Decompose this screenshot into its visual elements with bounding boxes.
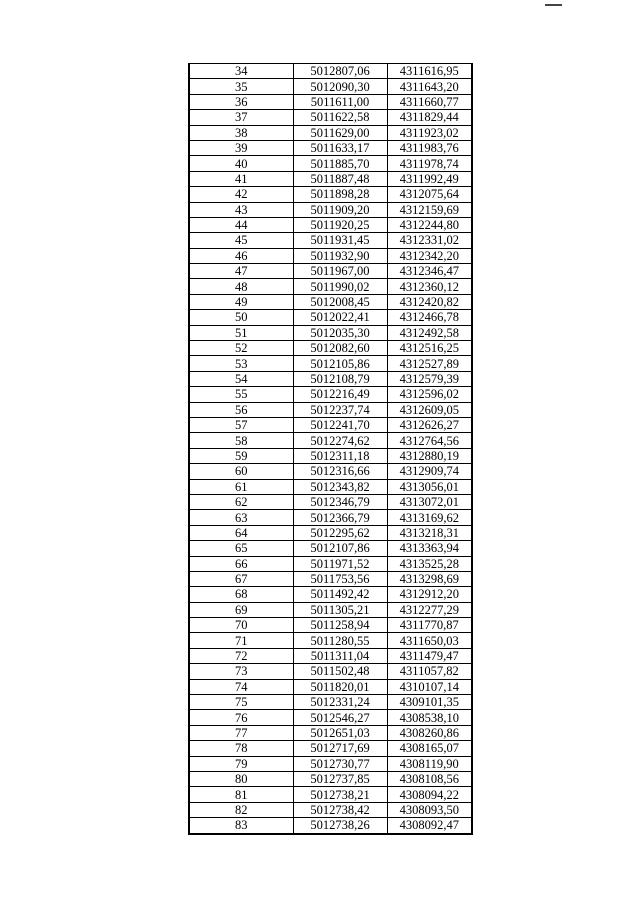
y-coordinate-cell: 4308094,22 [387,787,472,802]
table-row [189,756,472,771]
y-coordinate-cell: 4312075,64 [387,187,472,202]
y-coordinate-cell: 4308108,56 [387,771,472,786]
point-number-cell: 54 [189,371,293,386]
x-coordinate-cell: 5011492,42 [293,587,387,602]
x-coordinate-cell: 5011280,55 [293,633,387,648]
y-coordinate-cell: 4311770,87 [387,618,472,633]
y-coordinate-cell: 4311829,44 [387,110,472,125]
point-number-cell: 64 [189,525,293,540]
y-coordinate-cell: 4313056,01 [387,479,472,494]
table-row [189,171,472,186]
y-coordinate-cell: 4311650,03 [387,633,472,648]
x-coordinate-cell: 5011909,20 [293,202,387,217]
y-coordinate-cell: 4311983,76 [387,140,472,155]
table-row [189,648,472,663]
table-row [189,417,472,432]
y-coordinate-cell: 4311643,20 [387,79,472,94]
point-number-cell: 82 [189,802,293,817]
table-row [189,494,472,509]
point-number-cell: 41 [189,171,293,186]
coordinates-table [188,63,473,835]
y-coordinate-cell: 4312880,19 [387,448,472,463]
x-coordinate-cell: 5012216,49 [293,387,387,402]
point-number-cell: 68 [189,587,293,602]
point-number-cell: 76 [189,710,293,725]
y-coordinate-cell: 4311923,02 [387,125,472,140]
point-number-cell: 78 [189,741,293,756]
point-number-cell: 71 [189,633,293,648]
y-coordinate-cell: 4311616,95 [387,64,472,79]
point-number-cell: 62 [189,494,293,509]
table-row [189,202,472,217]
x-coordinate-cell: 5011898,28 [293,187,387,202]
point-number-cell: 43 [189,202,293,217]
x-coordinate-cell: 5012737,85 [293,771,387,786]
y-coordinate-cell: 4308092,47 [387,818,472,834]
x-coordinate-cell: 5012237,74 [293,402,387,417]
table-row [189,140,472,155]
point-number-cell: 80 [189,771,293,786]
table-row [189,787,472,802]
table-row [189,356,472,371]
point-number-cell: 75 [189,695,293,710]
x-coordinate-cell: 5011753,56 [293,571,387,586]
table-row [189,125,472,140]
y-coordinate-cell: 4311057,82 [387,664,472,679]
y-coordinate-cell: 4313072,01 [387,494,472,509]
point-number-cell: 40 [189,156,293,171]
table-row [189,664,472,679]
y-coordinate-cell: 4308165,07 [387,741,472,756]
x-coordinate-cell: 5011311,04 [293,648,387,663]
table-row [189,310,472,325]
point-number-cell: 74 [189,679,293,694]
y-coordinate-cell: 4312420,82 [387,294,472,309]
y-coordinate-cell: 4312492,58 [387,325,472,340]
y-coordinate-cell: 4312527,89 [387,356,472,371]
point-number-cell: 61 [189,479,293,494]
point-number-cell: 42 [189,187,293,202]
x-coordinate-cell: 5012295,62 [293,525,387,540]
table-row [189,818,472,834]
y-coordinate-cell: 4313298,69 [387,571,472,586]
point-number-cell: 77 [189,725,293,740]
table-row [189,248,472,263]
table-row [189,633,472,648]
table-row [189,79,472,94]
point-number-cell: 72 [189,648,293,663]
x-coordinate-cell: 5011611,00 [293,94,387,109]
y-coordinate-cell: 4311992,49 [387,171,472,186]
x-coordinate-cell: 5012717,69 [293,741,387,756]
x-coordinate-cell: 5012730,77 [293,756,387,771]
x-coordinate-cell: 5012343,82 [293,479,387,494]
point-number-cell: 70 [189,618,293,633]
x-coordinate-cell: 5011258,94 [293,618,387,633]
coordinates-table-body [189,64,472,834]
point-number-cell: 66 [189,556,293,571]
x-coordinate-cell: 5012807,06 [293,64,387,79]
point-number-cell: 67 [189,571,293,586]
x-coordinate-cell: 5012035,30 [293,325,387,340]
table-row [189,64,472,79]
x-coordinate-cell: 5012108,79 [293,371,387,386]
table-row [189,725,472,740]
table-row [189,571,472,586]
y-coordinate-cell: 4312159,69 [387,202,472,217]
point-number-cell: 65 [189,541,293,556]
y-coordinate-cell: 4312346,47 [387,264,472,279]
y-coordinate-cell: 4311479,47 [387,648,472,663]
point-number-cell: 38 [189,125,293,140]
table-row [189,525,472,540]
point-number-cell: 50 [189,310,293,325]
x-coordinate-cell: 5012022,41 [293,310,387,325]
table-row [189,433,472,448]
y-coordinate-cell: 4312764,56 [387,433,472,448]
point-number-cell: 73 [189,664,293,679]
point-number-cell: 48 [189,279,293,294]
x-coordinate-cell: 5012105,86 [293,356,387,371]
table-row [189,741,472,756]
point-number-cell: 49 [189,294,293,309]
y-coordinate-cell: 4312331,02 [387,233,472,248]
y-coordinate-cell: 4313218,31 [387,525,472,540]
table-row [189,464,472,479]
point-number-cell: 46 [189,248,293,263]
x-coordinate-cell: 5012346,79 [293,494,387,509]
x-coordinate-cell: 5012107,86 [293,541,387,556]
x-coordinate-cell: 5012366,79 [293,510,387,525]
table-row [189,802,472,817]
point-number-cell: 47 [189,264,293,279]
x-coordinate-cell: 5011920,25 [293,217,387,232]
x-coordinate-cell: 5012546,27 [293,710,387,725]
table-row [189,448,472,463]
table-row [189,279,472,294]
y-coordinate-cell: 4310107,14 [387,679,472,694]
table-row [189,387,472,402]
point-number-cell: 53 [189,356,293,371]
table-row [189,402,472,417]
y-coordinate-cell: 4311978,74 [387,156,472,171]
point-number-cell: 59 [189,448,293,463]
y-coordinate-cell: 4312609,05 [387,402,472,417]
y-coordinate-cell: 4312596,02 [387,387,472,402]
table-row [189,618,472,633]
point-number-cell: 55 [189,387,293,402]
x-coordinate-cell: 5011885,70 [293,156,387,171]
x-coordinate-cell: 5012738,42 [293,802,387,817]
y-coordinate-cell: 4313525,28 [387,556,472,571]
table-row [189,695,472,710]
point-number-cell: 35 [189,79,293,94]
y-coordinate-cell: 4313169,62 [387,510,472,525]
point-number-cell: 51 [189,325,293,340]
y-coordinate-cell: 4312277,29 [387,602,472,617]
table-row [189,771,472,786]
point-number-cell: 52 [189,341,293,356]
x-coordinate-cell: 5012274,62 [293,433,387,448]
point-number-cell: 69 [189,602,293,617]
y-coordinate-cell: 4312912,20 [387,587,472,602]
table-row [189,94,472,109]
x-coordinate-cell: 5012082,60 [293,341,387,356]
table-row [189,264,472,279]
table-row [189,710,472,725]
y-coordinate-cell: 4312626,27 [387,417,472,432]
x-coordinate-cell: 5011622,58 [293,110,387,125]
y-coordinate-cell: 4309101,35 [387,695,472,710]
point-number-cell: 81 [189,787,293,802]
table-row [189,541,472,556]
table-row [189,325,472,340]
table-row [189,187,472,202]
x-coordinate-cell: 5011932,90 [293,248,387,263]
table-row [189,156,472,171]
page-corner-mark [545,4,562,6]
y-coordinate-cell: 4312579,39 [387,371,472,386]
y-coordinate-cell: 4308119,90 [387,756,472,771]
y-coordinate-cell: 4308538,10 [387,710,472,725]
x-coordinate-cell: 5011931,45 [293,233,387,248]
point-number-cell: 58 [189,433,293,448]
x-coordinate-cell: 5012311,18 [293,448,387,463]
x-coordinate-cell: 5012316,66 [293,464,387,479]
point-number-cell: 63 [189,510,293,525]
point-number-cell: 57 [189,417,293,432]
y-coordinate-cell: 4312516,25 [387,341,472,356]
x-coordinate-cell: 5012241,70 [293,417,387,432]
x-coordinate-cell: 5012008,45 [293,294,387,309]
x-coordinate-cell: 5011990,02 [293,279,387,294]
table-row [189,217,472,232]
x-coordinate-cell: 5011633,17 [293,140,387,155]
table-row [189,371,472,386]
table-row [189,341,472,356]
point-number-cell: 37 [189,110,293,125]
x-coordinate-cell: 5011967,00 [293,264,387,279]
y-coordinate-cell: 4311660,77 [387,94,472,109]
y-coordinate-cell: 4308260,86 [387,725,472,740]
point-number-cell: 83 [189,818,293,834]
table-row [189,602,472,617]
table-row [189,479,472,494]
x-coordinate-cell: 5011305,21 [293,602,387,617]
point-number-cell: 79 [189,756,293,771]
y-coordinate-cell: 4312244,80 [387,217,472,232]
table-row [189,510,472,525]
point-number-cell: 56 [189,402,293,417]
point-number-cell: 44 [189,217,293,232]
point-number-cell: 39 [189,140,293,155]
table-row [189,556,472,571]
point-number-cell: 60 [189,464,293,479]
x-coordinate-cell: 5011971,52 [293,556,387,571]
x-coordinate-cell: 5012651,03 [293,725,387,740]
x-coordinate-cell: 5012738,26 [293,818,387,834]
x-coordinate-cell: 5012738,21 [293,787,387,802]
table-row [189,679,472,694]
x-coordinate-cell: 5011629,00 [293,125,387,140]
y-coordinate-cell: 4313363,94 [387,541,472,556]
x-coordinate-cell: 5011502,48 [293,664,387,679]
y-coordinate-cell: 4312360,12 [387,279,472,294]
y-coordinate-cell: 4312466,78 [387,310,472,325]
table-row [189,110,472,125]
point-number-cell: 36 [189,94,293,109]
point-number-cell: 34 [189,64,293,79]
y-coordinate-cell: 4312909,74 [387,464,472,479]
x-coordinate-cell: 5012090,30 [293,79,387,94]
table-row [189,294,472,309]
y-coordinate-cell: 4308093,50 [387,802,472,817]
x-coordinate-cell: 5011820,01 [293,679,387,694]
y-coordinate-cell: 4312342,20 [387,248,472,263]
x-coordinate-cell: 5012331,24 [293,695,387,710]
point-number-cell: 45 [189,233,293,248]
table-row [189,233,472,248]
x-coordinate-cell: 5011887,48 [293,171,387,186]
table-row [189,587,472,602]
